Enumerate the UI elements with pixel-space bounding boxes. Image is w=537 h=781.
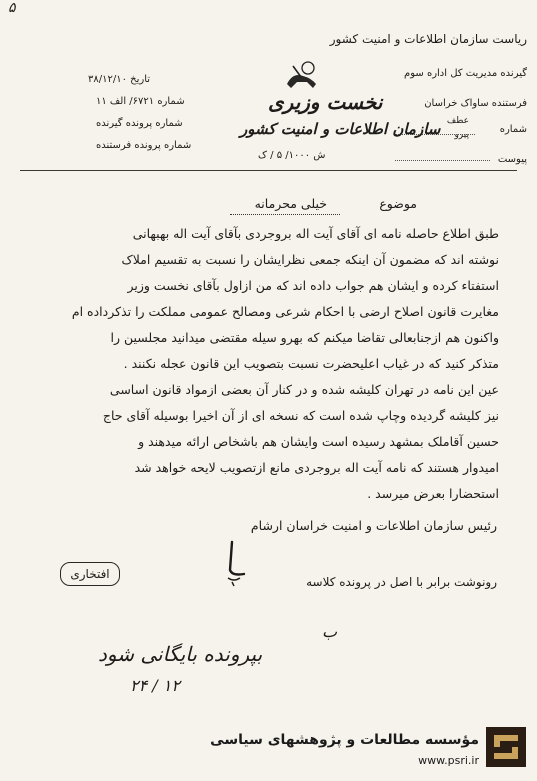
institute-url: www.psri.ir <box>418 754 479 767</box>
handwritten-date: ۲۴ / ۱۲ <box>130 676 180 695</box>
recipient-line: گیرنده مدیریت کل اداره سوم <box>404 68 527 79</box>
number-field: شماره ۶۷۲۱/ الف ۱۱ <box>96 96 185 107</box>
body-line-5: واکنون هم ازجنابعالی تقاضا میکنم که بهرو سیله مقتضی میدانید مجلسین را <box>110 330 499 345</box>
lion-and-sun-emblem-icon <box>283 58 321 94</box>
handwritten-note: بپرونده بایگانی شود <box>98 642 263 666</box>
body-line-8: نیز کلیشه گردیده وچاپ شده است که نسخه ای از آن اخیرا بوسیله آقای حاج <box>102 408 499 423</box>
body-line-4: مغایرت قانون اصلاح ارضی با احکام شرعی ومصالح عمومی مملکت را تذکرداده ام <box>71 304 499 319</box>
number-sub2: پیرو <box>454 130 469 140</box>
internal-code: ش ۱۰۰۰/ ۵ / ک <box>258 150 326 161</box>
body-line-11: استحضارا بعرض میرسد . <box>367 486 499 501</box>
body-line-6: متذکر کنید که در غیاب اعلیحضرت نسبت بتصویب این قانون عجله نکنند . <box>123 356 499 371</box>
psri-logo <box>486 727 526 767</box>
body-line-10: امیدوار هستند که نامه آیت اله بروجردی مانع ازتصویب لایحه خواهد شد <box>134 460 499 475</box>
number-sub1: عطف <box>446 116 469 126</box>
page-number: ۵ <box>8 0 16 16</box>
subject-label: موضوع <box>379 196 417 211</box>
body-line-3: استفتاء کرده و ایشان هم جواب داده اند که من ازاول بآقای نخست وزیر <box>127 278 499 293</box>
recipient-file-field: شماره پرونده گیرنده <box>96 118 183 129</box>
body-line-9: حسین آقاملک بمشهد رسیده است وایشان هم باشخاص ارائه میدهند و <box>138 434 499 449</box>
body-line-2: نوشته اند که مضمون آن اینکه جمعی نظرایشان را نسبت به تقسیم املاک <box>121 252 499 267</box>
copy-note: رونوشت برابر با اصل در پرونده کلاسه <box>306 575 497 589</box>
ministry-title: نخست وزیری <box>268 90 383 114</box>
attachment-label: پیوست <box>497 154 527 165</box>
body-line-7: عین این نامه در تهران کلیشه شده و در کنار آن بعضی ازمواد قانون اساسی <box>109 382 499 397</box>
signatory-line: رئیس سازمان اطلاعات و امنیت خراسان ارشام <box>250 518 497 533</box>
name-stamp: افتخاری <box>60 562 120 586</box>
sender-line: فرستنده ساواک خراسان <box>424 98 527 109</box>
institute-name: مؤسسه مطالعات و پژوهشهای سیاسی <box>210 732 479 748</box>
addressee-line: ریاست سازمان اطلاعات و امنیت کشور <box>329 32 527 46</box>
organization-title: سازمان اطلاعات و امنیت کشور <box>240 120 441 138</box>
handwritten-signature <box>210 538 260 592</box>
body-line-1: طبق اطلاع حاصله نامه ای آقای آیت اله بروجردی بآقای آیت اله بهبهانی <box>132 226 499 241</box>
sender-file-field: شماره پرونده فرستنده <box>96 140 192 151</box>
handwritten-mark: ب <box>322 622 338 641</box>
number-label: شماره <box>499 124 527 135</box>
subject-value: خیلی محرمانه <box>254 196 327 211</box>
date-field: تاریخ ۳۸/۱۲/۱۰ <box>88 74 151 85</box>
